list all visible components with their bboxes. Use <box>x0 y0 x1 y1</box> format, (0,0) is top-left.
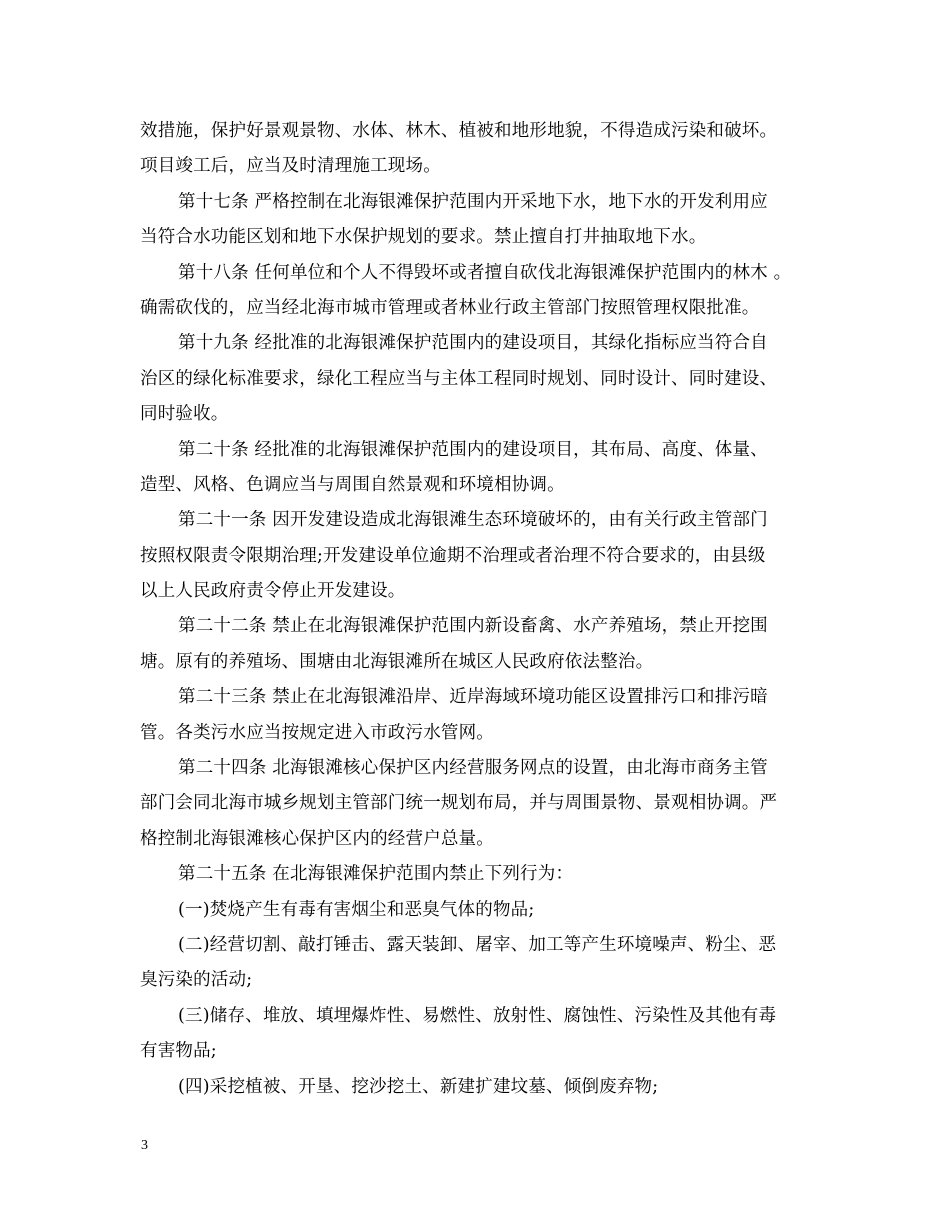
text-line: (一)焚烧产生有毒有害烟尘和恶臭气体的物品; <box>178 899 535 920</box>
text-line: 第二十条 经批准的北海银滩保护范围内的建设项目，其布局、高度、体量、 <box>178 439 768 460</box>
text-line: 以上人民政府责令停止开发建设。 <box>140 581 406 602</box>
text-line: 有害物品; <box>140 1041 217 1062</box>
text-line: (三)储存、堆放、填埋爆炸性、易燃性、放射性、腐蚀性、污染性及其他有毒 <box>178 1005 777 1026</box>
text-line: 确需砍伐的，应当经北海市城市管理或者林业行政主管部门按照管理权限批准。 <box>140 297 760 318</box>
text-line: 第十七条 严格控制在北海银滩保护范围内开采地下水，地下水的开发利用应 <box>178 191 768 212</box>
text-line: 同时验收。 <box>140 404 229 425</box>
page-number: 3 <box>141 1138 148 1153</box>
text-line: 按照权限责令限期治理;开发建设单位逾期不治理或者治理不符合要求的，由县级 <box>140 545 766 566</box>
text-line: 第二十五条 在北海银滩保护范围内禁止下列行为： <box>178 864 574 885</box>
text-line: 第十八条 任何单位和个人不得毁坏或者擅自砍伐北海银滩保护范围内的林木 。 <box>178 262 792 283</box>
text-line: 效措施，保护好景观景物、水体、林木、植被和地形地貌，不得造成污染和破坏。 <box>140 121 778 141</box>
text-line: 第十九条 经批准的北海银滩保护范围内的建设项目，其绿化指标应当符合自 <box>178 333 768 354</box>
text-line: 格控制北海银滩核心保护区内的经营户总量。 <box>140 828 494 849</box>
text-line: 造型、风格、色调应当与周围自然景观和环境相协调。 <box>140 474 565 495</box>
text-line: (四)采挖植被、开垦、挖沙挖土、新建扩建坟墓、倾倒废弃物; <box>178 1076 659 1097</box>
text-line: 治区的绿化标准要求，绿化工程应当与主体工程同时规划、同时设计、同时建设、 <box>140 368 778 389</box>
text-line: 第二十四条 北海银滩核心保护区内经营服务网点的设置，由北海市商务主管 <box>178 758 768 779</box>
text-line: 塘。原有的养殖场、围塘由北海银滩所在城区人民政府依法整治。 <box>140 651 654 672</box>
text-line: 第二十三条 禁止在北海银滩沿岸、近岸海域环境功能区设置排污口和排污暗 <box>178 687 768 708</box>
text-line: 当符合水功能区划和地下水保护规划的要求。禁止擅自打井抽取地下水。 <box>140 227 707 248</box>
text-line: (二)经营切割、敲打锤击、露天装卸、屠宰、加工等产生环境噪声、粉尘、恶 <box>178 934 777 955</box>
text-line: 第二十二条 禁止在北海银滩保护范围内新设畜禽、水产养殖场，禁止开挖围 <box>178 616 768 637</box>
text-line: 项目竣工后，应当及时清理施工现场。 <box>140 156 441 177</box>
text-line: 管。各类污水应当按规定进入市政污水管网。 <box>140 722 494 743</box>
text-line: 第二十一条 因开发建设造成北海银滩生态环境破坏的，由有关行政主管部门 <box>178 510 768 531</box>
text-line: 部门会同北海市城乡规划主管部门统一规划布局，并与周围景物、景观相协调。严 <box>140 793 778 814</box>
document-body <box>140 114 820 1105</box>
text-line: 臭污染的活动; <box>140 970 253 991</box>
